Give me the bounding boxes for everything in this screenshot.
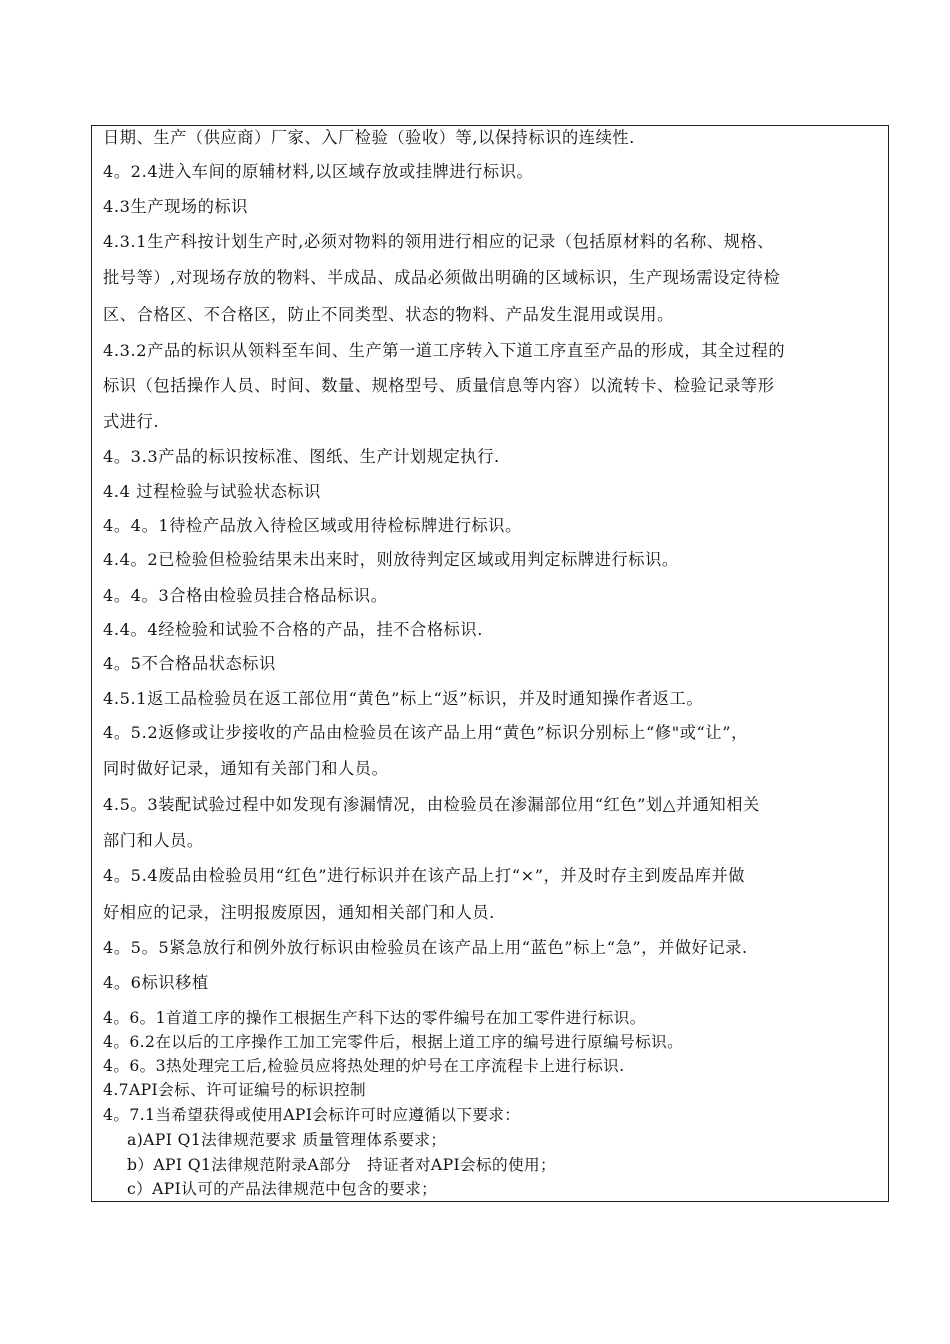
list-item: b）API Q1法律规范附录A部分 持证者对API会标的使用；: [127, 1156, 557, 1174]
section-heading: 4.7API会标、许可证编号的标识控制: [103, 1081, 367, 1099]
text-line: 4.5.1返工品检验员在返工部位用“黄色”标上“返”标识，并及时通知操作者返工。: [103, 689, 704, 708]
text-line: 4。6.2在以后的工序操作工加工完零件后，根据上道工序的编号进行原编号标识。: [103, 1033, 684, 1051]
text-line: 式进行.: [103, 412, 160, 431]
text-line: 标识（包括操作人员、时间、数量、规格型号、质量信息等内容）以流转卡、检验记录等形: [103, 376, 775, 395]
text-line: 4.3.2产品的标识从领料至车间、生产第一道工序转入下道工序直至产品的形成，其全过程的: [103, 341, 786, 360]
text-line: 4。7.1当希望获得或使用API会标许可时应遵循以下要求：: [103, 1106, 521, 1124]
text-line: 4。5。5紧急放行和例外放行标识由检验员在该产品上用“蓝色”标上“急”，并做好记录.: [103, 938, 748, 957]
text-line: 日期、生产（供应商）厂家、入厂检验（验收）等,以保持标识的连续性.: [103, 128, 635, 147]
section-heading: 4。6标识移植: [103, 973, 209, 992]
text-line: 4。6。3热处理完工后,检验员应将热处理的炉号在工序流程卡上进行标识.: [103, 1057, 625, 1075]
text-line: 4。6。1首道工序的操作工根据生产科下达的零件编号在加工零件进行标识。: [103, 1009, 646, 1027]
text-line: 4。4。3合格由检验员挂合格品标识。: [103, 586, 388, 605]
section-heading: 4。5不合格品状态标识: [103, 654, 276, 673]
text-line: 4。4。1待检产品放入待检区域或用待检标牌进行标识。: [103, 516, 522, 535]
text-line: 部门和人员。: [103, 831, 204, 850]
text-line: 4.5。3装配试验过程中如发现有渗漏情况，由检验员在渗漏部位用“红色”划△并通知相关: [103, 795, 760, 814]
text-line: 好相应的记录，注明报废原因，通知相关部门和人员.: [103, 903, 495, 922]
section-heading: 4.4 过程检验与试验状态标识: [103, 482, 321, 501]
text-line: 4。2.4进入车间的原辅材料,以区域存放或挂牌进行标识。: [103, 162, 534, 181]
list-item: a)API Q1法律规范要求 质量管理体系要求；: [127, 1131, 447, 1149]
section-heading: 4.3生产现场的标识: [103, 197, 249, 216]
text-line: 4.4。4经检验和试验不合格的产品，挂不合格标识.: [103, 620, 483, 639]
list-item: c）API认可的产品法律规范中包含的要求；: [127, 1180, 438, 1198]
text-line: 4。5.4废品由检验员用“红色”进行标识并在该产品上打“×”，并及时存主到废品库并做: [103, 866, 746, 885]
text-line: 同时做好记录，通知有关部门和人员。: [103, 759, 389, 778]
text-line: 批号等）,对现场存放的物料、半成品、成品必须做出明确的区域标识，生产现场需设定待检: [103, 268, 781, 287]
text-line: 区、合格区、不合格区，防止不同类型、状态的物料、产品发生混用或误用。: [103, 305, 674, 324]
text-line: 4.3.1生产科按计划生产时,必须对物料的领用进行相应的记录（包括原材料的名称、规格、: [103, 232, 775, 251]
text-line: 4.4。2已检验但检验结果未出来时，则放待判定区域或用判定标牌进行标识。: [103, 550, 679, 569]
text-line: 4。3.3产品的标识按标准、图纸、生产计划规定执行.: [103, 447, 500, 466]
text-line: 4。5.2返修或让步接收的产品由检验员在该产品上用“黄色”标识分别标上“修"或“让”，: [103, 723, 748, 742]
